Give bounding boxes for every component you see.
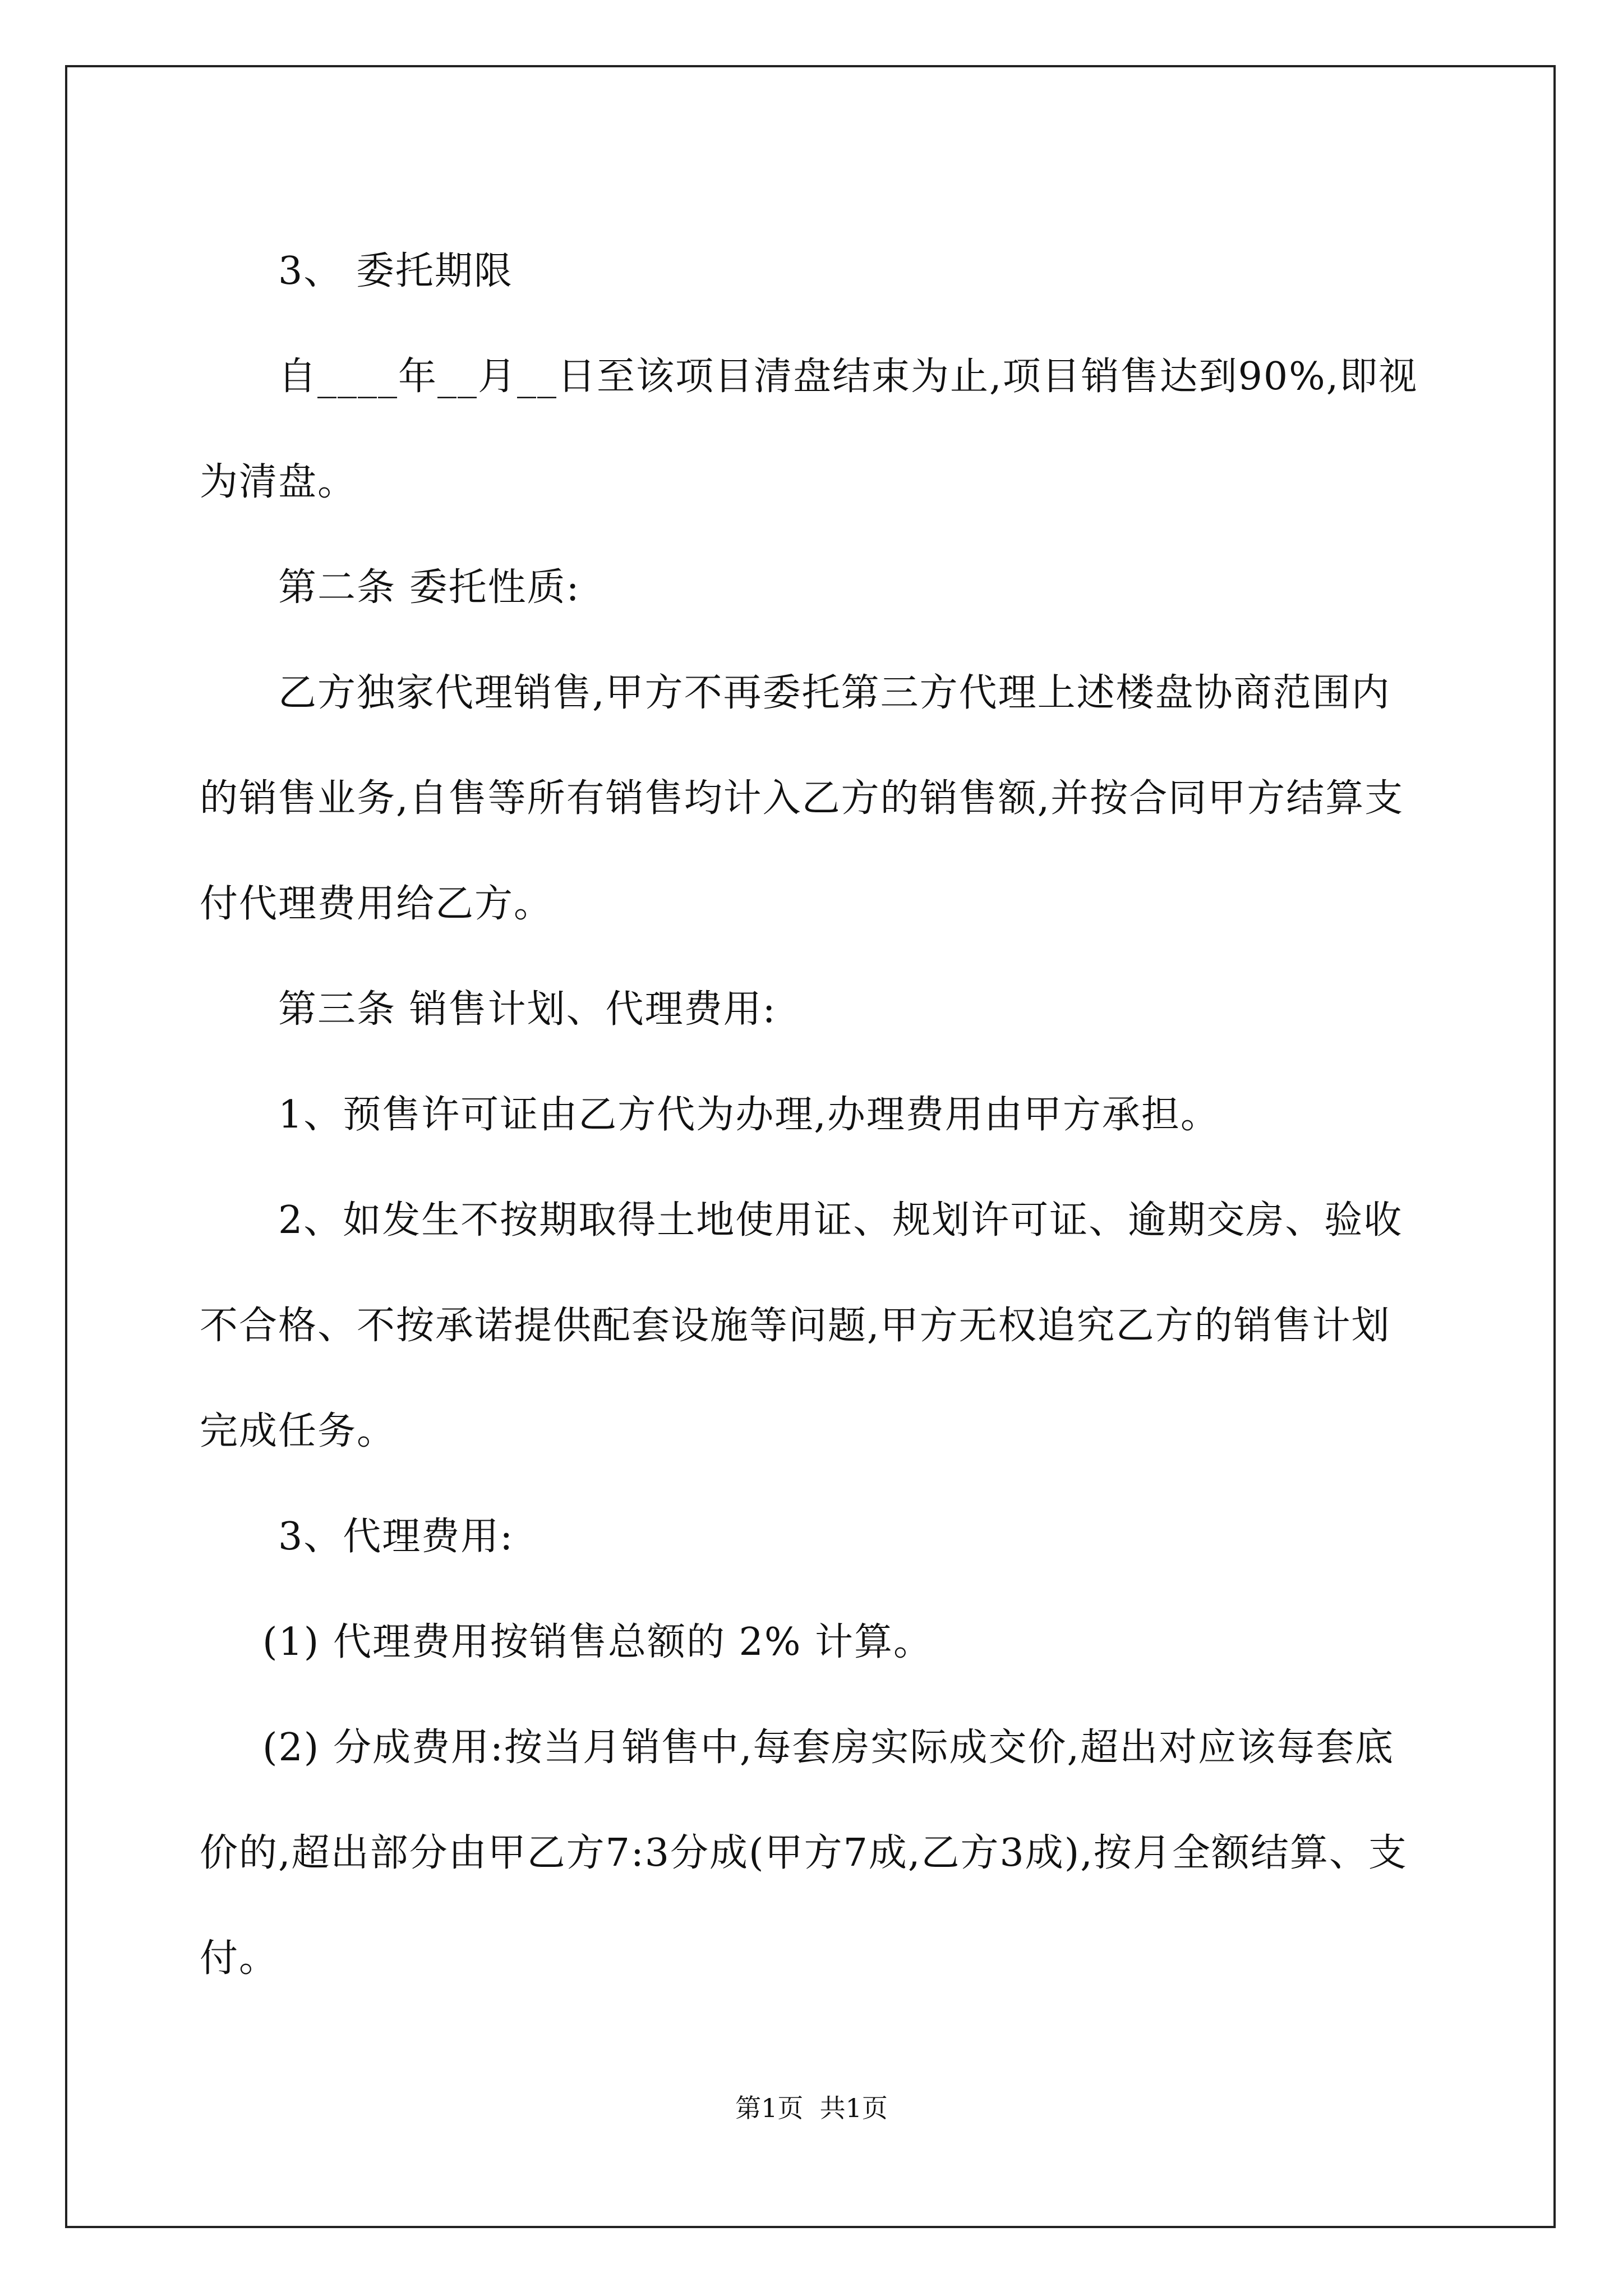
paragraph-article-3-heading: 第三条 销售计划、代理费用: <box>278 987 777 1032</box>
paragraph-article-2-body: 乙方独家代理销售,甲方不再委托第三方代理上述楼盘协商范围内的销售业务,自售等所有销售均计入乙方的销售额,并按合同甲方结算支付代理费用给乙方。 <box>200 671 1404 926</box>
paragraph-item-2: 2、如发生不按期取得土地使用证、规划许可证、逾期交房、验收不合格、不按承诺提供配套设施等问题,甲方无权追究乙方的销售计划完成任务。 <box>200 1198 1403 1453</box>
paragraph-item-3-heading: 3、代理费用: <box>278 1515 514 1559</box>
paragraph-term-duration: 3、 委托期限 <box>278 249 513 293</box>
document-body <box>200 219 1428 2012</box>
page-number-footer: 第1页 共1页 <box>735 2093 888 2123</box>
paragraph-subitem-2: (2) 分成费用:按当月销售中,每套房实际成交价,超出对应该每套底价的,超出部分由甲乙方7:3分成(甲方7成,乙方3成),按月全额结算、支付。 <box>200 1726 1408 1981</box>
paragraph-item-1: 1、预售许可证由乙方代为办理,办理费用由甲方承担。 <box>278 1093 1220 1137</box>
paragraph-subitem-1: (1) 代理费用按销售总额的 2% 计算。 <box>262 1620 933 1664</box>
paragraph-duration-detail: 自____年__月__日至该项目清盘结束为止,项目销售达到90%,即视为清盘。 <box>200 355 1418 504</box>
paragraph-article-2-heading: 第二条 委托性质: <box>278 565 580 610</box>
